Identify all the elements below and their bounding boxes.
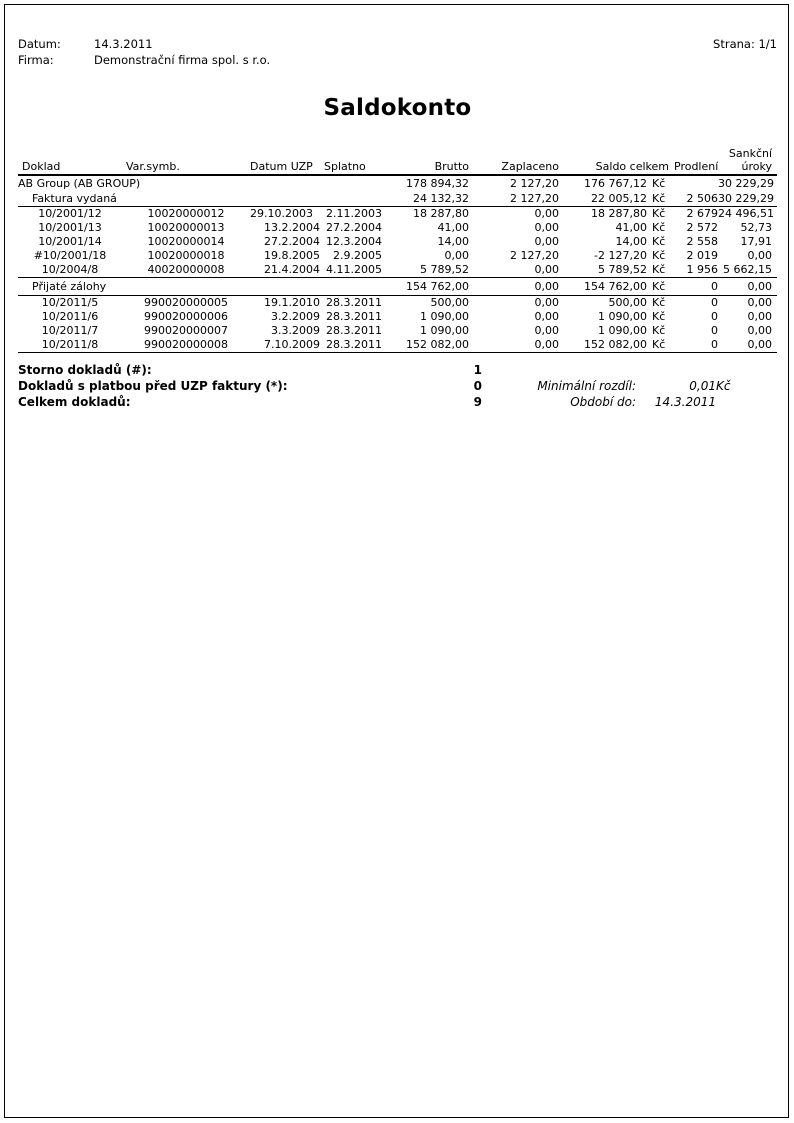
cell-brutto: 0,00 xyxy=(444,249,469,262)
cell-zaplaceno: 0,00 xyxy=(534,263,559,276)
cell-saldo: 41,00 xyxy=(615,221,647,234)
cell-var-symb: 10020000012 xyxy=(147,207,225,220)
cell-prodleni: 2 558 xyxy=(686,235,718,248)
cell-var-symb: 990020000005 xyxy=(144,296,228,309)
cell-currency: Kč xyxy=(652,221,666,234)
cell-saldo: 18 287,80 xyxy=(591,207,647,220)
section-zaplaceno: 2 127,20 xyxy=(474,191,564,207)
header-spacer-5 xyxy=(382,147,474,160)
cell-datum-uzp: 3.2.2009 xyxy=(271,310,320,323)
cell-prodleni: 2 019 xyxy=(686,249,718,262)
section-prodleni: 2 506 xyxy=(674,191,718,207)
section-zaplaceno: 0,00 xyxy=(474,278,564,296)
cell-uroky: 24 496,51 xyxy=(718,207,774,220)
summary-footer xyxy=(18,362,777,410)
header-spacer-6 xyxy=(474,147,564,160)
min-rozdil-label: Minimální rozdíl: xyxy=(537,379,636,393)
summary-row-storno xyxy=(18,362,777,378)
cell-zaplaceno: 0,00 xyxy=(534,221,559,234)
cell-var-symb: 990020000008 xyxy=(122,338,250,353)
cell-splatno: 4.11.2005 xyxy=(326,263,382,276)
cell-doklad: 10/2004/8 xyxy=(41,263,99,276)
group-currency: Kč xyxy=(652,177,666,190)
cell-splatno: 27.2.2004 xyxy=(326,221,382,234)
obdobi-value: 14.3.2011 xyxy=(654,395,716,409)
page-indicator: Strana: 1/1 xyxy=(713,37,777,51)
document-meta-header xyxy=(18,36,777,70)
report-content xyxy=(18,36,777,410)
table-row xyxy=(18,235,777,249)
cell-prodleni: 0 xyxy=(711,310,718,323)
cell-zaplaceno: 0,00 xyxy=(534,296,559,309)
group-name: AB Group (AB GROUP) xyxy=(18,177,141,190)
cell-datum-uzp: 19.1.2010 xyxy=(264,296,320,309)
header-spacer-7 xyxy=(564,147,652,160)
saldokonto-table xyxy=(18,147,777,353)
header-spacer-1 xyxy=(18,147,122,160)
summary-table xyxy=(18,362,777,410)
table-row xyxy=(18,249,777,263)
cell-currency: Kč xyxy=(652,263,666,276)
header-doklad: Doklad xyxy=(18,160,122,175)
cell-currency: Kč xyxy=(652,249,666,262)
obdobi-unit-empty xyxy=(716,394,777,410)
cell-brutto: 41,00 xyxy=(437,221,469,234)
section-saldo: 154 762,00 xyxy=(564,278,652,296)
summary-unit-empty-1 xyxy=(716,362,777,378)
storno-label: Storno dokladů (#): xyxy=(18,363,152,377)
table-row xyxy=(18,324,777,338)
cell-datum-uzp: 7.10.2009 xyxy=(250,338,320,353)
cell-splatno: 28.3.2011 xyxy=(326,310,382,323)
cell-zaplaceno: 2 127,20 xyxy=(510,249,559,262)
section-name: Faktura vydaná xyxy=(18,191,382,207)
header-spacer-3 xyxy=(250,147,320,160)
storno-value: 1 xyxy=(473,363,482,377)
cell-currency: Kč xyxy=(652,207,666,220)
section-uroky: 30 229,29 xyxy=(718,191,777,207)
group-zaplaceno: 2 127,20 xyxy=(510,177,559,190)
cell-prodleni: 2 572 xyxy=(686,221,718,234)
group-brutto: 178 894,32 xyxy=(406,177,469,190)
cell-saldo: 1 090,00 xyxy=(598,324,647,337)
cell-var-symb: 10020000013 xyxy=(147,221,225,234)
cell-var-symb: 10020000014 xyxy=(147,235,225,248)
header-spacer-8 xyxy=(652,147,674,160)
cell-var-symb: 10020000018 xyxy=(147,249,225,262)
cell-uroky: 17,91 xyxy=(740,235,773,248)
cell-saldo: 152 082,00 xyxy=(564,338,652,353)
celkem-value: 9 xyxy=(473,395,482,409)
header-datum-uzp: Datum UZP xyxy=(250,160,320,175)
group-prodleni xyxy=(674,175,718,191)
cell-doklad: 10/2011/8 xyxy=(18,338,122,353)
company-value: Demonstrační firma spol. s r.o. xyxy=(94,53,271,67)
cell-datum-uzp: 27.2.2004 xyxy=(264,235,320,248)
min-rozdil-unit: Kč xyxy=(716,379,731,393)
cell-datum-uzp: 13.2.2004 xyxy=(264,221,320,234)
cell-prodleni: 1 956 xyxy=(686,263,718,276)
table-header-upper-row xyxy=(18,147,777,160)
section-total-row xyxy=(18,191,777,207)
cell-brutto: 5 789,52 xyxy=(420,263,469,276)
cell-uroky: 0,00 xyxy=(747,296,773,309)
celkem-label: Celkem dokladů: xyxy=(18,395,131,409)
cell-zaplaceno: 0,00 xyxy=(534,324,559,337)
header-spacer-4 xyxy=(320,147,382,160)
table-header-row xyxy=(18,160,777,175)
table-row xyxy=(18,207,777,222)
section-brutto: 154 762,00 xyxy=(382,278,474,296)
cell-var-symb: 990020000006 xyxy=(144,310,228,323)
pred-uzp-value: 0 xyxy=(473,379,482,393)
cell-splatno: 2.9.2005 xyxy=(333,249,382,262)
cell-uroky: 52,73 xyxy=(740,221,773,234)
section-name: Přijaté zálohy xyxy=(18,278,382,296)
header-brutto: Brutto xyxy=(382,160,474,175)
cell-zaplaceno: 0,00 xyxy=(534,207,559,220)
page-title: Saldokonto xyxy=(323,95,472,121)
pred-uzp-label: Dokladů s platbou před UZP faktury (*): xyxy=(18,379,288,393)
company-label: Firma: xyxy=(18,53,54,67)
group-total-row xyxy=(18,175,777,191)
cell-splatno: 28.3.2011 xyxy=(326,324,382,337)
meta-row-company xyxy=(18,52,777,68)
cell-saldo: 5 789,52 xyxy=(598,263,647,276)
cell-currency: Kč xyxy=(652,310,666,323)
section-saldo: 22 005,12 xyxy=(564,191,652,207)
cell-uroky: 0,00 xyxy=(747,324,773,337)
section-prodleni: 0 xyxy=(674,278,718,296)
cell-saldo: -2 127,20 xyxy=(594,249,647,262)
cell-currency: Kč xyxy=(652,296,666,309)
cell-splatno: 28.3.2011 xyxy=(320,338,382,353)
section-currency: Kč xyxy=(652,191,674,207)
cell-currency: Kč xyxy=(652,324,666,337)
min-rozdil-value: 0,01 xyxy=(689,379,716,393)
section-brutto: 24 132,32 xyxy=(382,191,474,207)
table-row xyxy=(18,221,777,235)
cell-splatno: 28.3.2011 xyxy=(326,296,382,309)
section-uroky: 0,00 xyxy=(718,278,777,296)
cell-brutto: 500,00 xyxy=(430,296,469,309)
cell-brutto: 152 082,00 xyxy=(382,338,474,353)
cell-zaplaceno: 0,00 xyxy=(474,338,564,353)
header-splatno: Splatno xyxy=(320,160,382,175)
section-total-row xyxy=(18,278,777,296)
cell-uroky: 0,00 xyxy=(747,310,773,323)
header-spacer-2 xyxy=(122,147,250,160)
group-saldo: 176 767,12 xyxy=(584,177,647,190)
group-uroky: 30 229,29 xyxy=(718,177,774,190)
table-row xyxy=(18,310,777,324)
header-sankcni: Sankční xyxy=(728,147,773,160)
date-label: Datum: xyxy=(18,37,61,51)
cell-var-symb: 990020000007 xyxy=(144,324,228,337)
cell-uroky: 5 662,15 xyxy=(723,263,773,276)
cell-doklad: 10/2001/12 xyxy=(38,207,102,220)
header-saldo-celkem: Saldo celkem xyxy=(564,160,674,175)
cell-prodleni: 0 xyxy=(674,338,718,353)
cell-doklad: 10/2011/5 xyxy=(41,296,99,309)
cell-splatno: 2.11.2003 xyxy=(326,207,382,220)
cell-currency: Kč xyxy=(652,235,666,248)
cell-brutto: 18 287,80 xyxy=(413,207,469,220)
cell-datum-uzp: 21.4.2004 xyxy=(264,263,320,276)
cell-brutto: 14,00 xyxy=(437,235,469,248)
cell-saldo: 14,00 xyxy=(615,235,647,248)
table-row xyxy=(18,263,777,278)
cell-brutto: 1 090,00 xyxy=(420,310,469,323)
table-body xyxy=(18,175,777,353)
cell-var-symb: 40020000008 xyxy=(147,263,225,276)
meta-row-date xyxy=(18,36,777,52)
header-zaplaceno: Zaplaceno xyxy=(474,160,564,175)
cell-datum-uzp: 3.3.2009 xyxy=(271,324,320,337)
summary-gap-1 xyxy=(482,362,506,378)
cell-doklad: 10/2001/13 xyxy=(38,221,102,234)
cell-prodleni: 0 xyxy=(711,324,718,337)
cell-prodleni: 0 xyxy=(711,296,718,309)
summary-gap-3 xyxy=(482,394,506,410)
cell-doklad: 10/2011/6 xyxy=(41,310,99,323)
header-var-symb: Var.symb. xyxy=(122,160,250,175)
cell-currency: Kč xyxy=(652,338,674,353)
summary-note-empty-1 xyxy=(506,362,636,378)
cell-brutto: 1 090,00 xyxy=(420,324,469,337)
cell-doklad: 10/2011/7 xyxy=(41,324,99,337)
obdobi-label: Období do: xyxy=(570,395,636,409)
cell-doklad: 10/2001/14 xyxy=(38,235,102,248)
table-head-group xyxy=(18,147,777,175)
cell-doklad: #10/2001/18 xyxy=(33,249,107,262)
header-prodleni: Prodlení xyxy=(674,160,718,173)
cell-zaplaceno: 0,00 xyxy=(534,310,559,323)
cell-uroky: 0,00 xyxy=(718,338,777,353)
summary-row-celkem xyxy=(18,394,777,410)
table-row xyxy=(18,338,777,353)
header-uroky: úroky xyxy=(718,160,777,175)
summary-val-empty-1 xyxy=(636,362,716,378)
cell-uroky: 0,00 xyxy=(747,249,773,262)
summary-row-pred-uzp xyxy=(18,378,777,394)
cell-datum-uzp: 19.8.2005 xyxy=(264,249,320,262)
summary-gap-2 xyxy=(482,378,506,394)
table-row xyxy=(18,296,777,311)
cell-prodleni: 2 679 xyxy=(686,207,718,220)
cell-saldo: 1 090,00 xyxy=(598,310,647,323)
cell-splatno: 12.3.2004 xyxy=(326,235,382,248)
section-currency: Kč xyxy=(652,278,674,296)
cell-zaplaceno: 0,00 xyxy=(534,235,559,248)
cell-datum-uzp: 29.10.2003 xyxy=(250,207,313,220)
date-value: 14.3.2011 xyxy=(94,37,153,51)
cell-saldo: 500,00 xyxy=(608,296,647,309)
